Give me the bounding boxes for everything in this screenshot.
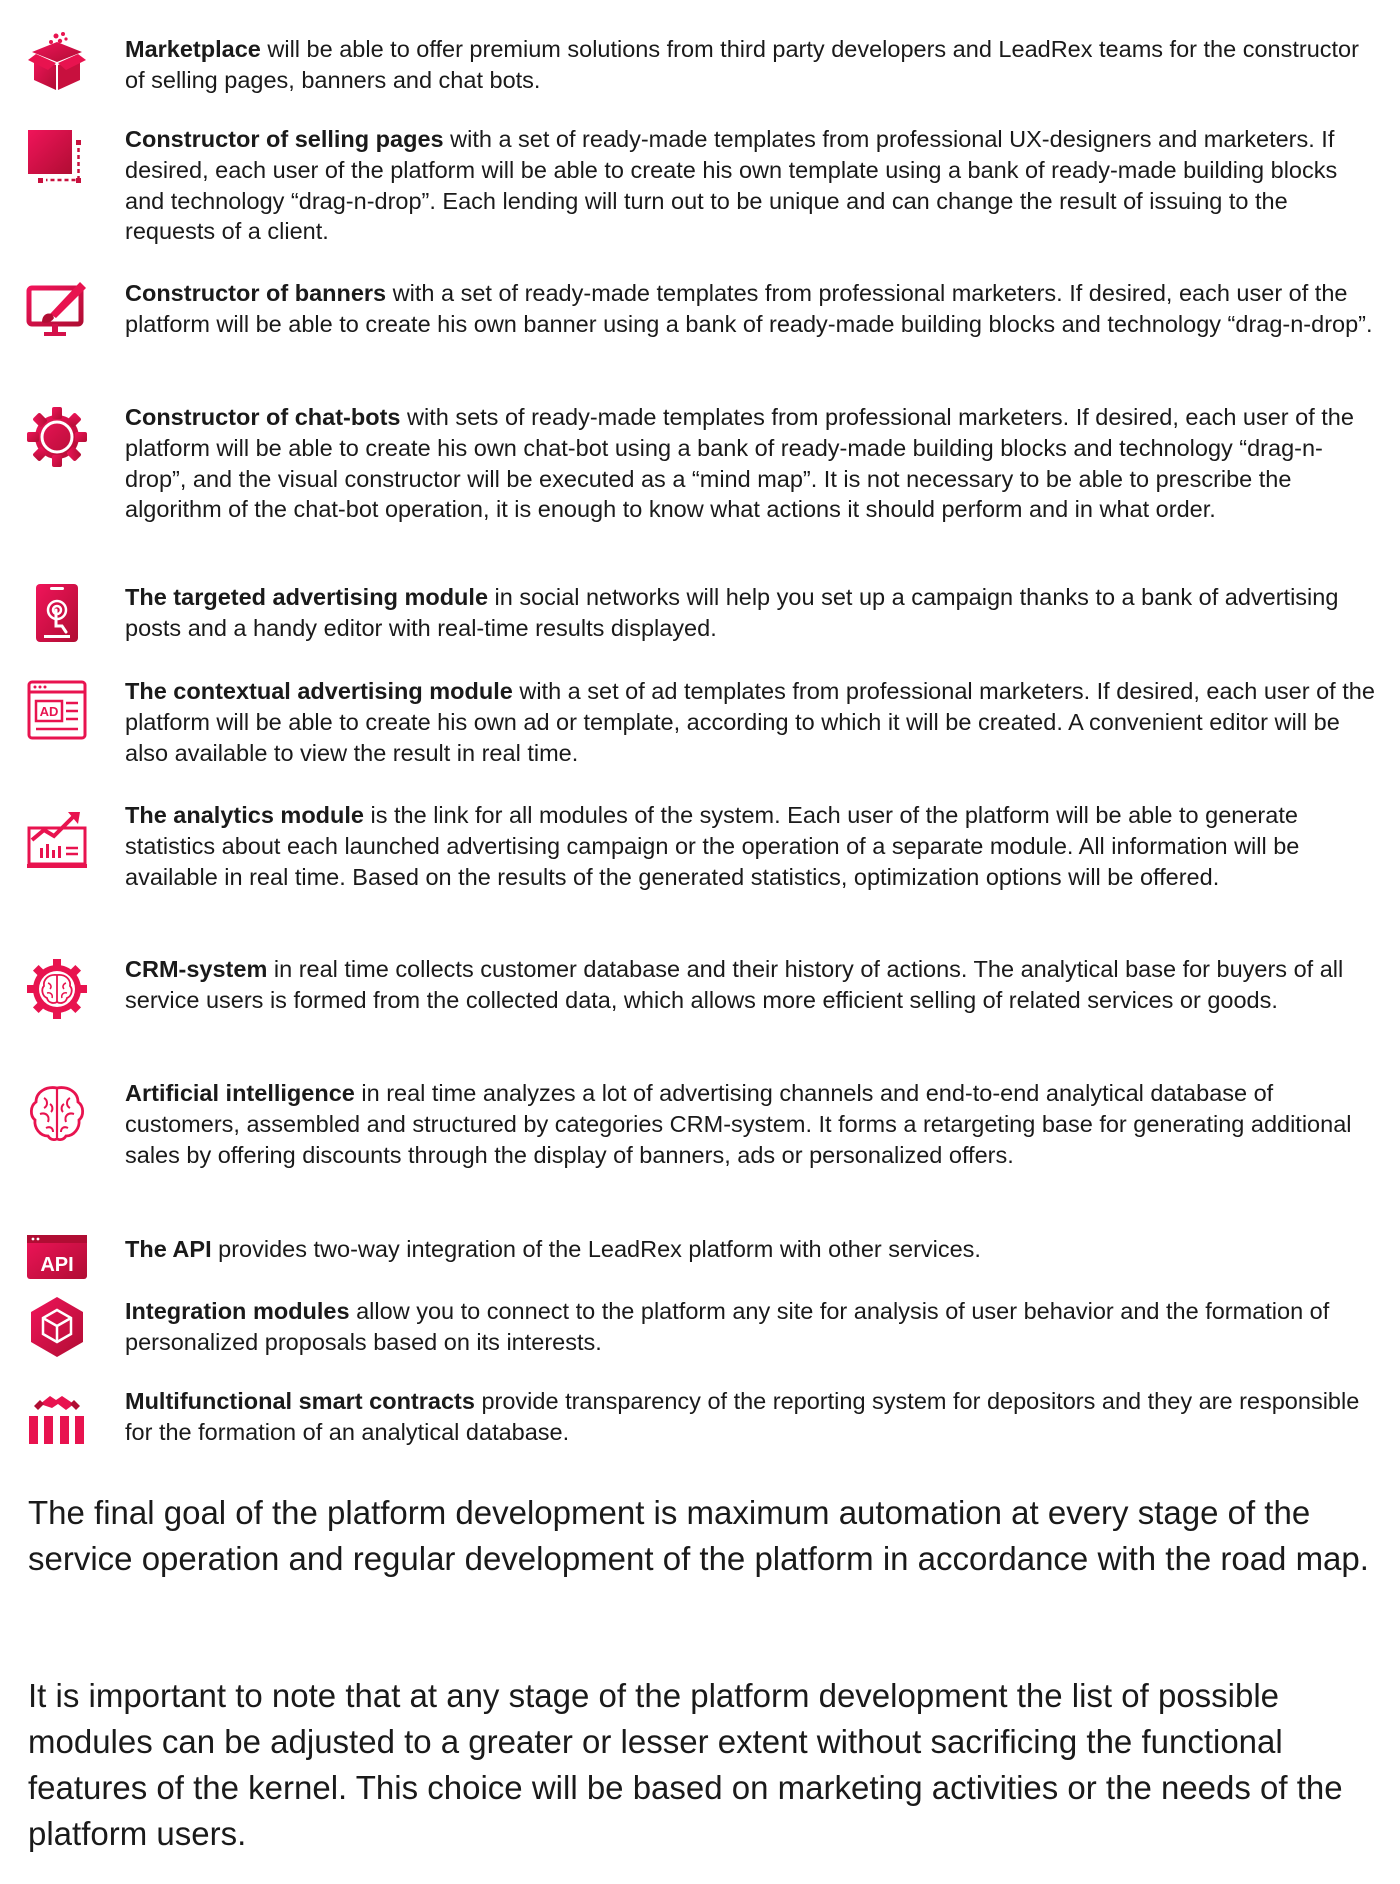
feature-description: in real time collects customer database and their history of actions. The analytical base for buyers of all service users is formed from the collected data, which allows more efficient selling of related services or goods.	[125, 956, 1344, 1013]
feature-text	[125, 954, 1377, 1016]
brain-icon	[26, 1082, 88, 1144]
selection-square-icon	[26, 128, 88, 190]
feature-title: The contextual advertising module	[125, 678, 513, 704]
feature-crm-system	[0, 954, 1400, 1054]
feature-text	[125, 1386, 1377, 1448]
analytics-chart-icon	[26, 808, 88, 870]
feature-description: with a set of ad templates from professional marketers. If desired, each user of the platform will be able to create his own ad or template, according to which it will be created. A convenient editor will be also available to view the result in real time.	[125, 678, 1375, 766]
monitor-brush-icon	[26, 278, 88, 340]
feature-description: is the link for all modules of the system. Each user of the platform will be able to generate statistics about each launched advertising campaign or the operation of a separate module. All information will be available in real time. Based on the results of the generated statistics, optimization options will be offered.	[125, 802, 1300, 890]
feature-title: CRM-system	[125, 956, 268, 982]
box-icon	[26, 30, 88, 92]
feature-analytics	[0, 800, 1400, 930]
feature-description: in real time analyzes a lot of advertising channels and end-to-end analytical database of customers, assembled and structured by categories CRM-system. It forms a retargeting base for generating additional sales by offering discounts through the display of banners, ads or personalized offers.	[125, 1080, 1352, 1168]
feature-text	[125, 1078, 1377, 1170]
feature-selling-pages	[0, 124, 1400, 254]
feature-title: The targeted advertising module	[125, 584, 489, 610]
brain-gear-icon	[26, 958, 88, 1020]
feature-artificial-intelligence	[0, 1078, 1400, 1188]
feature-text	[125, 1234, 1377, 1265]
feature-text	[125, 278, 1377, 340]
feature-title: Constructor of selling pages	[125, 126, 444, 152]
feature-title: Artificial intelligence	[125, 1080, 355, 1106]
feature-title: Constructor of chat-bots	[125, 404, 401, 430]
feature-description: with a set of ready-made templates from professional marketers. If desired, each user of the platform will be able to create his own banner using a bank of ready-made building blocks and technology “drag-n-drop”.	[125, 280, 1373, 337]
feature-text	[125, 676, 1377, 768]
feature-title: Marketplace	[125, 36, 261, 62]
feature-title: Multifunctional smart contracts	[125, 1388, 475, 1414]
gear-icon	[26, 406, 88, 468]
hexagon-cube-icon	[26, 1296, 88, 1358]
feature-chat-bots	[0, 402, 1400, 552]
feature-description: in social networks will help you set up a campaign thanks to a bank of advertising posts and a handy editor with real-time results displayed.	[125, 584, 1339, 641]
feature-description: provide transparency of the reporting system for depositors and they are responsible for the formation of an analytical database.	[125, 1388, 1360, 1445]
handshake-bars-icon	[26, 1386, 88, 1448]
feature-smart-contracts	[0, 1386, 1400, 1456]
feature-description: allow you to connect to the platform any site for analysis of user behavior and the formation of personalized proposals based on its interests.	[125, 1298, 1330, 1355]
feature-text	[125, 800, 1377, 892]
feature-text	[125, 34, 1377, 96]
api-icon	[26, 1226, 88, 1274]
feature-banners	[0, 278, 1400, 378]
feature-api	[0, 1226, 1400, 1276]
feature-description: provides two-way integration of the LeadRex platform with other services.	[211, 1236, 981, 1262]
ad-window-icon	[26, 679, 88, 741]
svg-text:AD: AD	[39, 704, 59, 719]
feature-title: The analytics module	[125, 802, 364, 828]
important-note-paragraph: It is important to note that at any stage of the platform development the list of possible modules can be adjusted to a greater or lesser extent without sacrificing the functional features of the kernel. This choice will be based on marketing activities or the needs of the platform users.	[28, 1677, 1343, 1852]
feature-text	[125, 582, 1377, 644]
final-goal-paragraph: The final goal of the platform development is maximum automation at every stage of the service operation and regular development of the platform in accordance with the road map.	[28, 1494, 1369, 1577]
feature-description: will be able to offer premium solutions from third party developers and LeadRex teams for the constructor of selling pages, banners and chat bots.	[125, 36, 1359, 93]
tablet-touch-icon	[26, 582, 88, 644]
feature-description: with a set of ready-made templates from professional UX-designers and marketers. If desired, each user of the platform will be able to create his own template using a bank of ready-made building blocks and technology “drag-n-drop”. Each lending will turn out to be unique and can change the result of issuing to the requests of a client.	[125, 126, 1338, 245]
feature-title: The API	[125, 1236, 212, 1262]
feature-integration-modules	[0, 1296, 1400, 1366]
feature-text	[125, 124, 1377, 247]
feature-targeted-advertising	[0, 582, 1400, 652]
api-icon-label: API	[40, 1254, 74, 1276]
feature-description: with sets of ready-made templates from professional marketers. If desired, each user of the platform will be able to create his own chat-bot using a bank of ready-made building blocks and technology “drag-n-drop”, and the visual constructor will be executed as a “mind map”. It is not necessary to be able to prescribe the algorithm of the chat-bot operation, it is enough to know what actions it should perform and in what order.	[125, 404, 1354, 523]
feature-text	[125, 1296, 1377, 1358]
feature-title: Constructor of banners	[125, 280, 387, 306]
feature-text	[125, 402, 1377, 525]
feature-contextual-advertising	[0, 676, 1400, 776]
feature-title: Integration modules	[125, 1298, 350, 1324]
feature-marketplace	[0, 30, 1400, 100]
